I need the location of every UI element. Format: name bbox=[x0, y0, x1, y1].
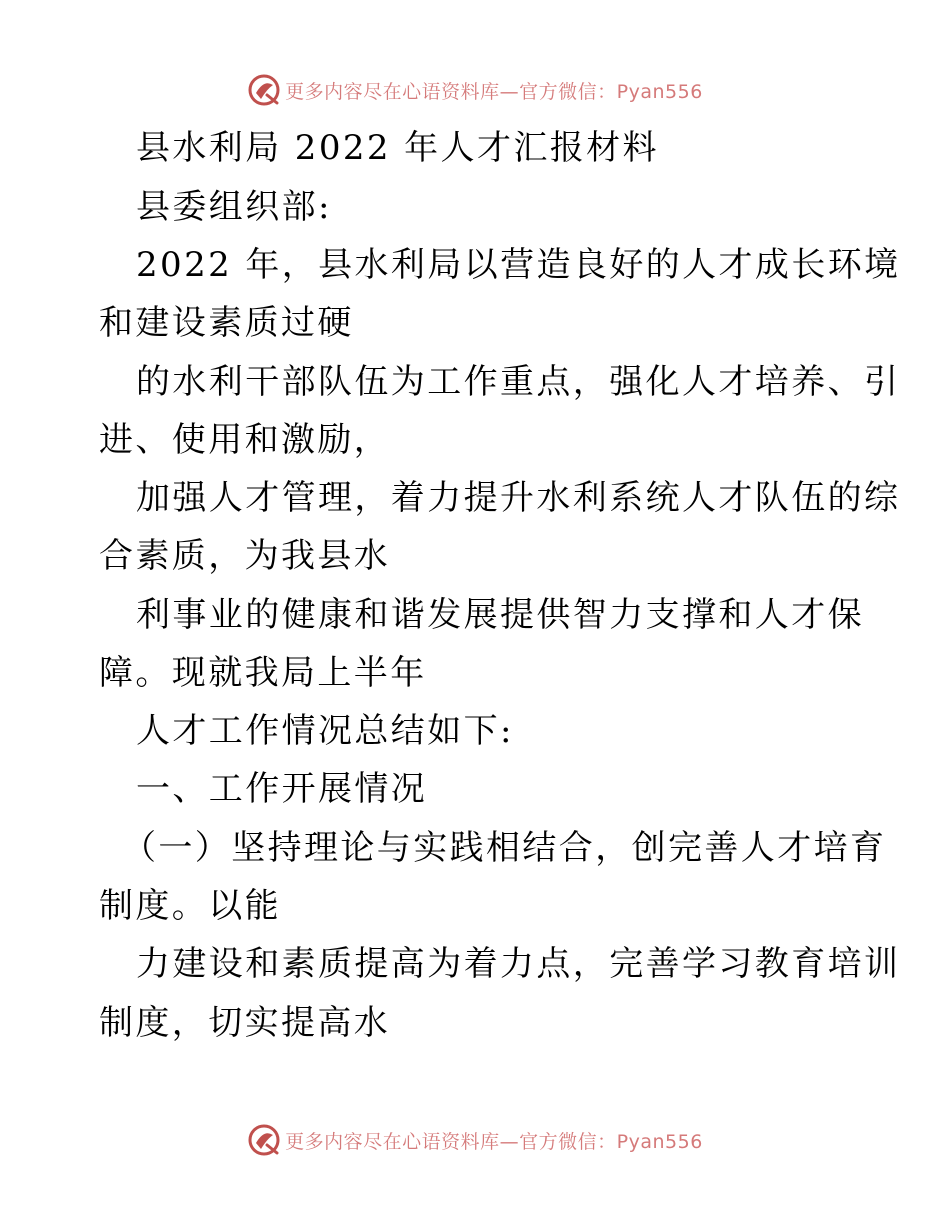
paragraph-line: 制度，切实提高水 bbox=[99, 1003, 391, 1043]
watermark-footer bbox=[0, 1120, 950, 1160]
watermark-wechat-id: Pyan556 bbox=[616, 1130, 703, 1153]
paragraph-line: 和建设素质过硬 bbox=[99, 303, 354, 343]
watermark-label: 更多内容尽在心语资料库—官方微信： bbox=[285, 80, 617, 103]
paragraph-line: 进、使用和激励， bbox=[99, 420, 391, 460]
paragraph-line: 合素质，为我县水 bbox=[99, 536, 391, 576]
paragraph-line: 利事业的健康和谐发展提供智力支撑和人才保 bbox=[136, 595, 864, 635]
subsection-heading: （一）坚持理论与实践相结合，创完善人才培育 bbox=[122, 828, 887, 868]
watermark-wechat-id: Pyan556 bbox=[616, 80, 703, 103]
paragraph-line: 的水利干部队伍为工作重点，强化人才培养、引 bbox=[136, 362, 901, 402]
paragraph-line: 人才工作情况总结如下: bbox=[136, 711, 514, 751]
paragraph-line: 制度。以能 bbox=[99, 886, 281, 926]
salutation: 县委组织部: bbox=[136, 187, 332, 227]
paragraph-line: 力建设和素质提高为着力点，完善学习教育培训 bbox=[136, 944, 901, 984]
watermark-text bbox=[285, 1127, 703, 1154]
paragraph-line: 2022 年，县水利局以营造良好的人才成长环境 bbox=[136, 245, 901, 285]
brand-logo-icon bbox=[247, 1123, 281, 1157]
document-title: 县水利局 2022 年人才汇报材料 bbox=[136, 128, 659, 168]
watermark-label: 更多内容尽在心语资料库—官方微信： bbox=[285, 1130, 617, 1153]
section-heading: 一、工作开展情况 bbox=[136, 769, 428, 809]
paragraph-line: 加强人才管理，着力提升水利系统人才队伍的综 bbox=[136, 478, 901, 518]
paragraph-line: 障。现就我局上半年 bbox=[99, 653, 427, 693]
